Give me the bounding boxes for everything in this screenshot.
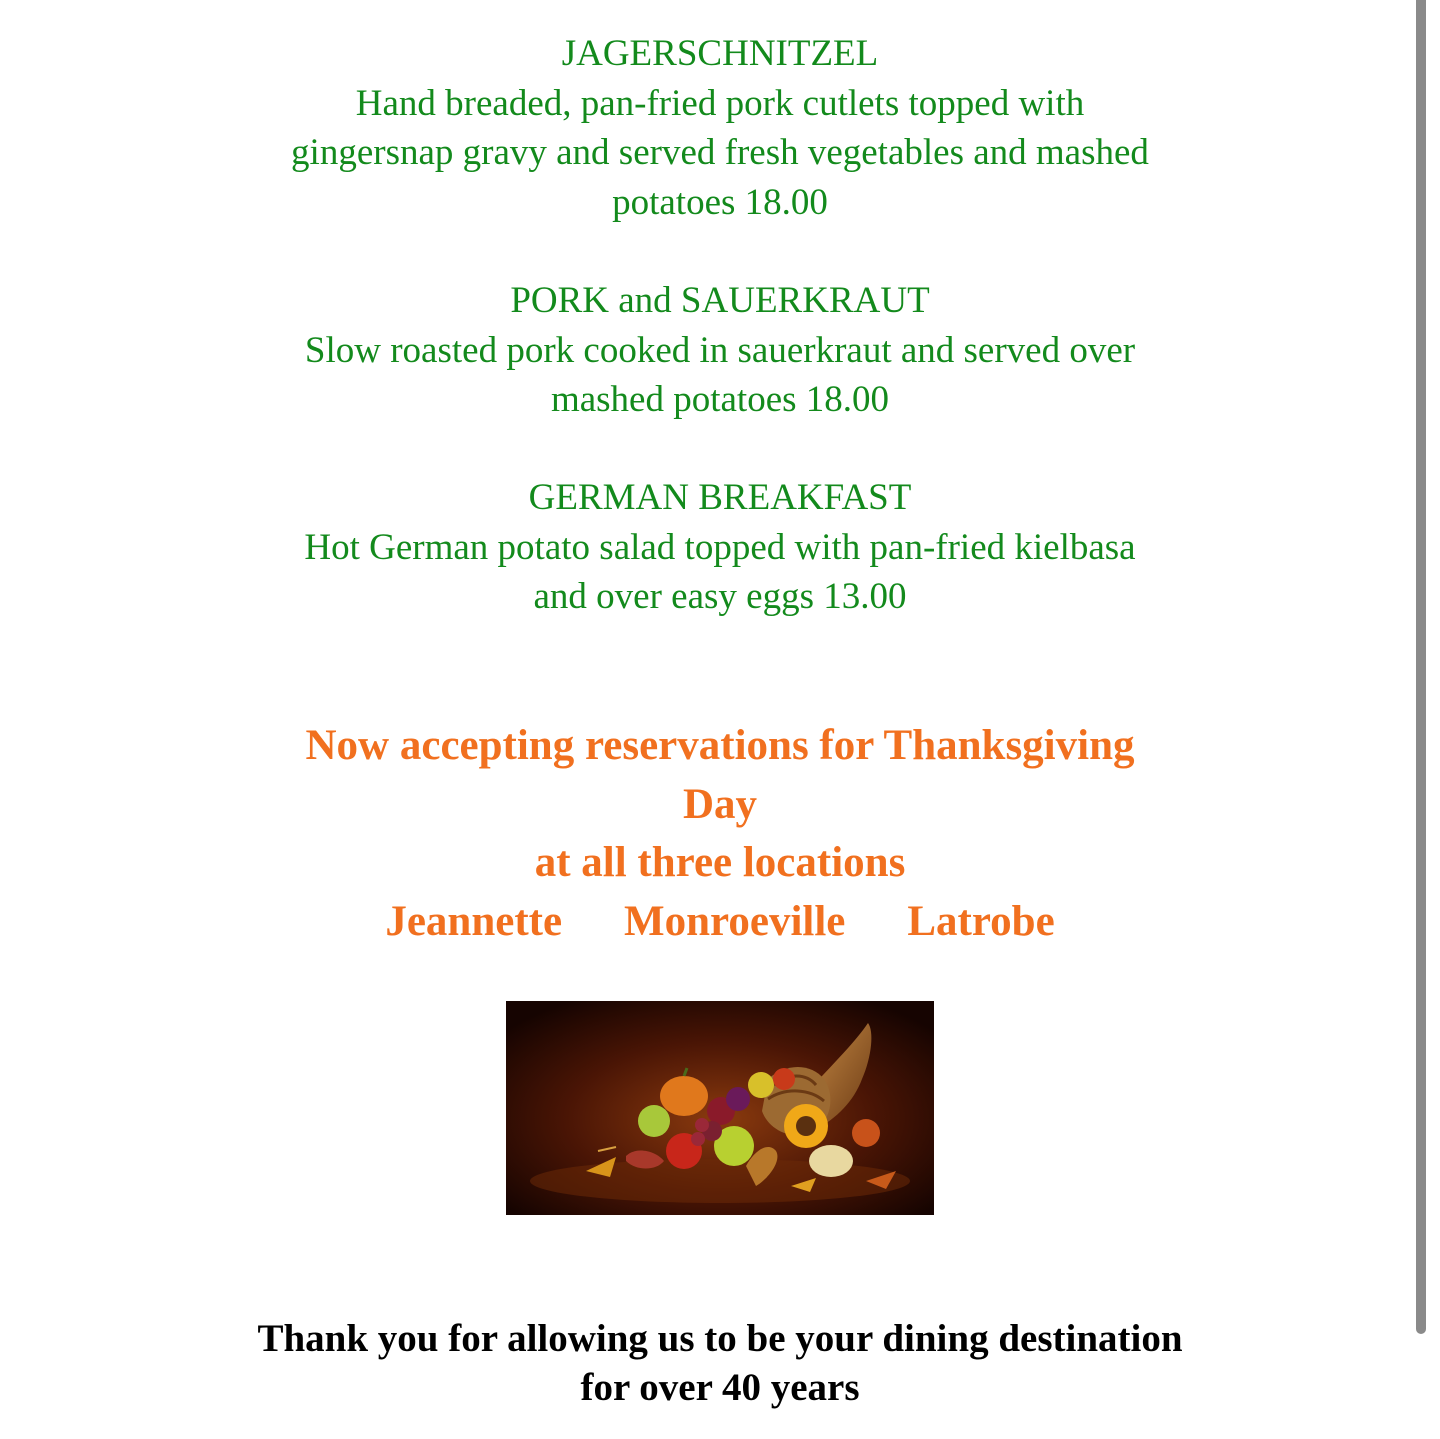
thanksgiving-reservation-notice [220, 717, 1220, 951]
vertical-scrollbar[interactable] [1416, 0, 1426, 1439]
cornucopia-image [506, 1001, 934, 1215]
location-jeannette: Jeannette [385, 897, 563, 945]
menu-item-title: PORK and SAUERKRAUT [510, 280, 930, 321]
scrollbar-thumb[interactable] [1416, 0, 1426, 1334]
notice-line: Now accepting reservations for Thanksgiving [305, 722, 1135, 769]
location-latrobe: Latrobe [907, 897, 1055, 945]
menu-item-description-line: mashed potatoes 18.00 [550, 379, 890, 420]
thank-you-line: for over 40 years [580, 1366, 860, 1409]
thank-you-message [160, 1314, 1280, 1412]
menu-item-title: JAGERSCHNITZEL [561, 33, 879, 74]
menu-item-description-line: Hot German potato salad topped with pan-fried kielbasa [304, 526, 1136, 568]
location-monroeville: Monroeville [624, 897, 846, 945]
notice-line: at all three locations [534, 839, 906, 886]
thank-you-line: Thank you for allowing us to be your dining destination [257, 1317, 1183, 1360]
menu-item-description-line: Slow roasted pork cooked in sauerkraut and served over [304, 329, 1136, 371]
menu-item-description-line: potatoes 18.00 [612, 181, 828, 223]
menu-item-description-line: and over easy eggs 13.00 [533, 576, 907, 617]
locations-list [220, 893, 1220, 952]
menu-item-german-breakfast [220, 473, 1220, 622]
notice-line: Day [682, 780, 758, 828]
menu-item-title: GERMAN BREAKFAST [528, 477, 912, 518]
menu-item-description-line: Hand breaded, pan-fried pork cutlets topped with [355, 82, 1085, 124]
menu-item-description-line: gingersnap gravy and served fresh vegetables and mashed [291, 132, 1149, 173]
menu-item-jagerschnitzel [220, 29, 1220, 227]
menu-item-pork-and-sauerkraut [220, 276, 1220, 425]
